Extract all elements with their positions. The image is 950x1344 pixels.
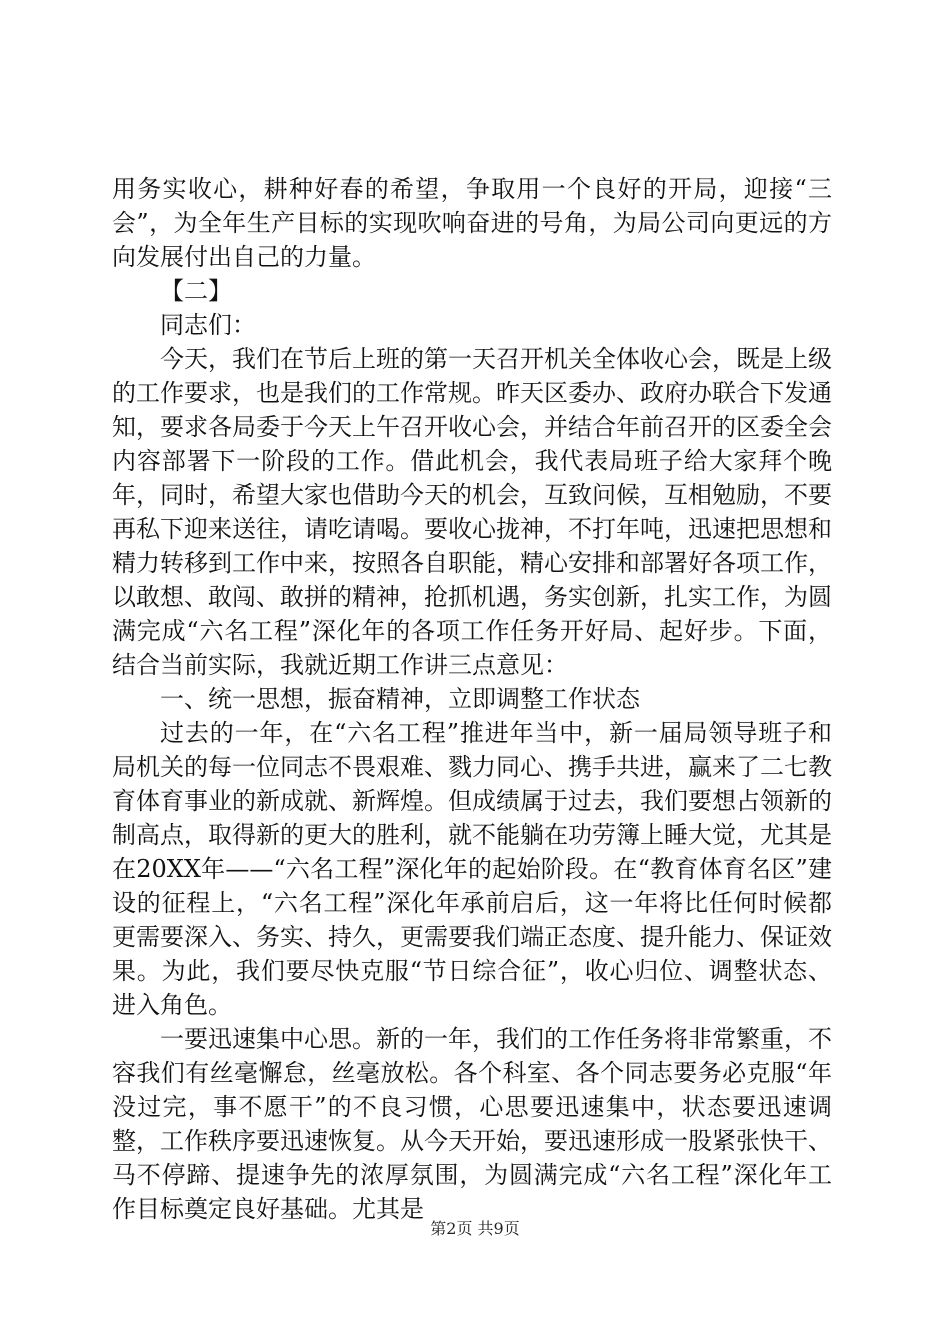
document-body (112, 172, 832, 1226)
section-marker: 【二】 (160, 277, 232, 305)
paragraph-intro: 今天，我们在节后上班的第一天召开机关全体收心会，既是上级的工作要求，也是我们的工作常规。昨天区委办、政府办联合下发通知，要求各局委于今天上午召开收心会，并结合年前召开的区委全会内容部署下一阶段的工作。借此机会，我代表局班子给大家拜个晚年，同时，希望大家也借助今天的机会，互致问候，互相勉励，不要再私下迎来送往，请吃请喝。要收心拢神，不打年吨，迅速把思想和精力转移到工作中来，按照各自职能，精心安排和部署好各项工作，以敢想、敢闯、敢拼的精神，抢抓机遇，务实创新，扎实工作，为圆满完成“六名工程”深化年的各项工作任务开好局、起好步。下面，结合当前实际，我就近期工作讲三点意见： (112, 345, 832, 679)
paragraph-continuation: 用务实收心，耕种好春的希望，争取用一个良好的开局，迎接“三会”，为全年生产目标的实现吹响奋进的号角，为局公司向更远的方向发展付出自己的力量。 (112, 175, 832, 271)
page-number-footer: 第2页 共9页 (430, 1219, 520, 1238)
section-heading-one: 一、统一思想，振奋精神，立即调整工作状态 (160, 685, 640, 713)
paragraph-focus: 一要迅速集中心思。新的一年，我们的工作任务将非常繁重，不容我们有丝毫懈怠，丝毫放松。各个科室、各个同志要务必克服“年没过完，事不愿干”的不良习惯，心思要迅速集中，状态要迅速调整，工作秩序要迅速恢复。从今天开始，要迅速形成一股紧张快干、马不停蹄、提速争先的浓厚氛围，为圆满完成“六名工程”深化年工作目标奠定良好基础。尤其是 (112, 1025, 832, 1223)
paragraph-past-year: 过去的一年，在“六名工程”推进年当中，新一届局领导班子和局机关的每一位同志不畏艰难、戮力同心、携手共进，赢来了二七教育体育事业的新成就、新辉煌。但成绩属于过去，我们要想占领新的制高点，取得新的更大的胜利，就不能躺在功劳簿上睡大觉，尤其是在20XX年——“六名工程”深化年的起始阶段。在“教育体育名区”建设的征程上，“六名工程”深化年承前启后，这一年将比任何时候都更需要深入、务实、持久，更需要我们端正态度、提升能力、保证效果。为此，我们要尽快克服“节日综合征”，收心归位、调整状态、进入角色。 (112, 719, 832, 1019)
salutation: 同志们： (160, 311, 256, 339)
